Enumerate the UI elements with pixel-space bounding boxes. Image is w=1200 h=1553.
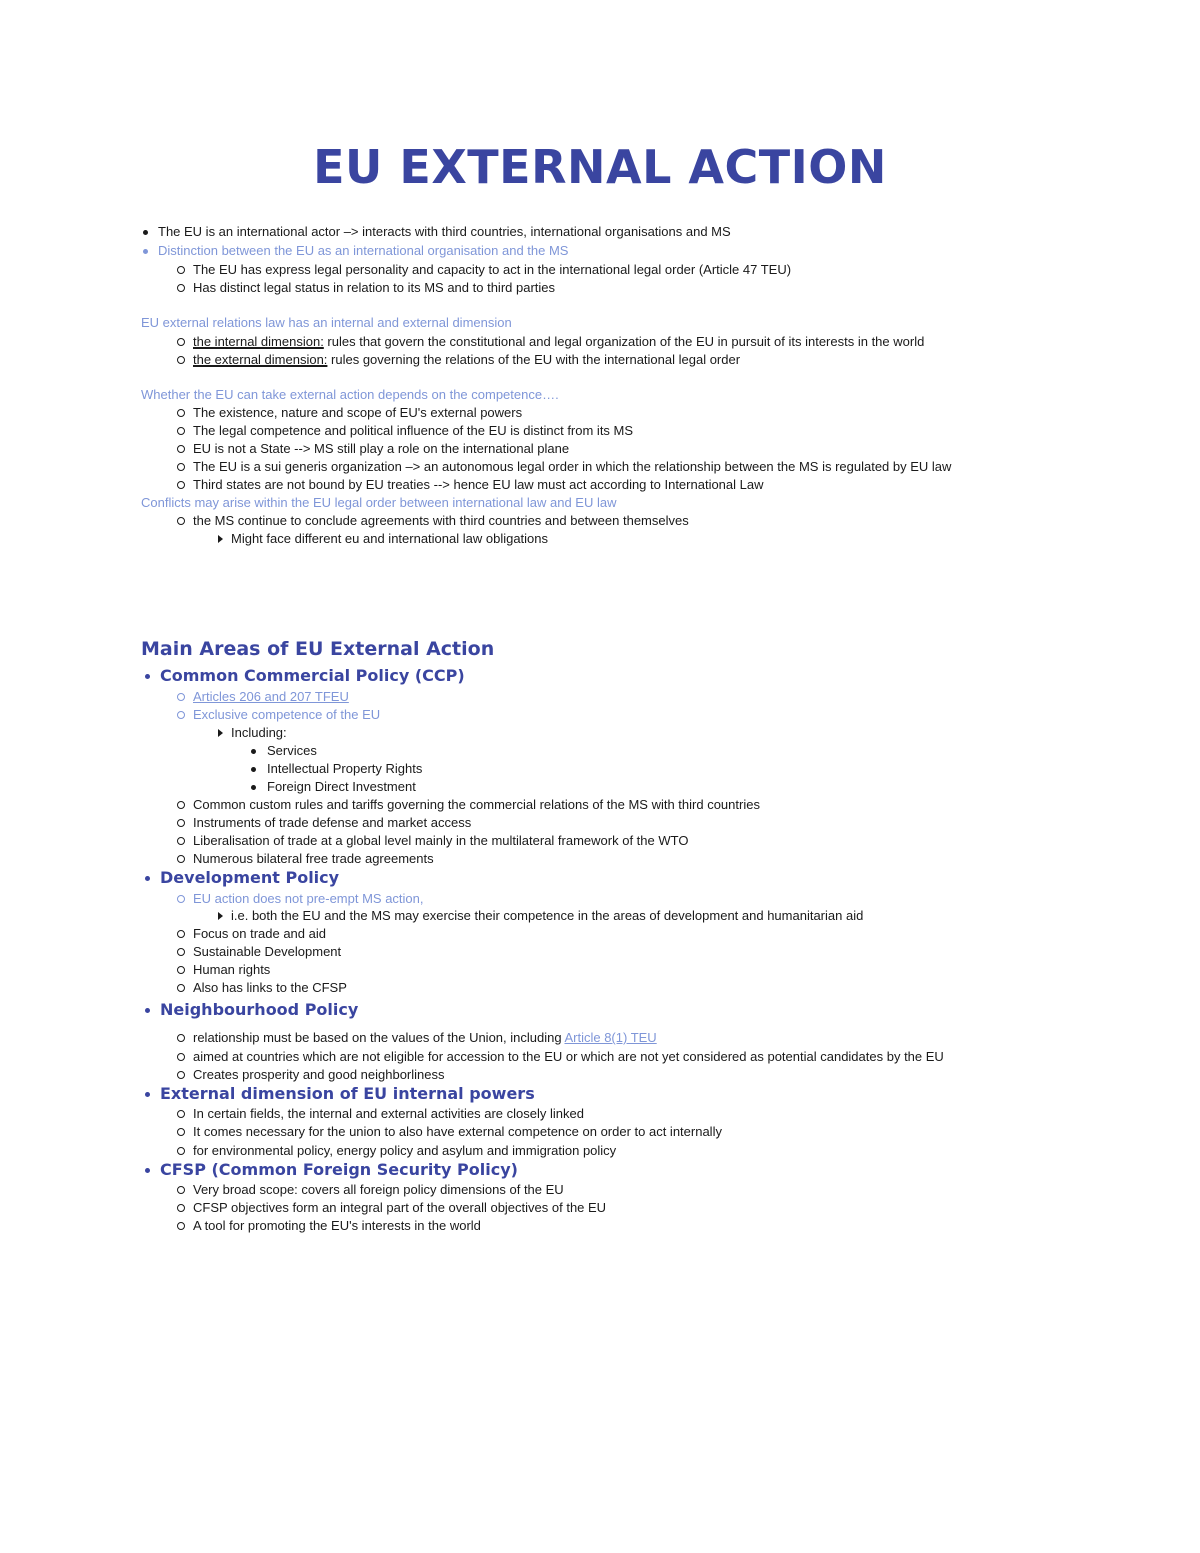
bullet-icon	[251, 785, 256, 790]
list-item: Numerous bilateral free trade agreements	[193, 851, 434, 867]
circle-bullet-icon	[177, 930, 185, 938]
circle-bullet-icon	[177, 284, 185, 292]
circle-bullet-icon	[177, 1222, 185, 1230]
list-item: Focus on trade and aid	[193, 926, 326, 942]
circle-bullet-icon	[177, 693, 185, 701]
circle-bullet-icon	[177, 1128, 185, 1136]
list-item: A tool for promoting the EU's interests in the world	[193, 1218, 481, 1234]
circle-bullet-icon	[177, 1053, 185, 1061]
circle-bullet-icon	[177, 409, 185, 417]
bullet-icon	[143, 230, 148, 235]
list-item: Very broad scope: covers all foreign policy dimensions of the EU	[193, 1182, 564, 1198]
circle-bullet-icon	[177, 966, 185, 974]
section-heading: EU external relations law has an internal and external dimension	[141, 315, 512, 330]
circle-bullet-icon	[177, 1071, 185, 1079]
list-item: Distinction between the EU as an international organisation and the MS	[158, 243, 568, 259]
circle-bullet-icon	[177, 819, 185, 827]
list-item: Common custom rules and tariffs governing the commercial relations of the MS with third countries	[193, 797, 760, 813]
main-areas-title: Main Areas of EU External Action	[141, 638, 495, 660]
list-item: CFSP objectives form an integral part of the overall objectives of the EU	[193, 1200, 606, 1216]
subsection-heading: CFSP (Common Foreign Security Policy)	[160, 1160, 518, 1180]
triangle-bullet-icon	[218, 729, 223, 737]
list-item: The EU is an international actor –> interacts with third countries, international organisations and MS	[158, 224, 731, 240]
article-8-teu-link[interactable]: Article 8(1) TEU	[564, 1030, 657, 1045]
circle-bullet-icon	[177, 1110, 185, 1118]
circle-bullet-icon	[177, 711, 185, 719]
list-item: The EU has express legal personality and capacity to act in the international legal order (Article 47 TEU)	[193, 262, 791, 278]
circle-bullet-icon	[177, 427, 185, 435]
list-item: relationship must be based on the values of the Union, including Article 8(1) TEU	[193, 1030, 657, 1046]
list-item: the external dimension: rules governing the relations of the EU with the international legal order	[193, 352, 740, 368]
list-item: Liberalisation of trade at a global level mainly in the multilateral framework of the WTO	[193, 833, 688, 849]
subsection-heading: Development Policy	[160, 868, 339, 888]
bullet-icon	[145, 876, 150, 881]
list-item: In certain fields, the internal and external activities are closely linked	[193, 1106, 584, 1122]
circle-bullet-icon	[177, 1186, 185, 1194]
list-item: Has distinct legal status in relation to its MS and to third parties	[193, 280, 555, 296]
section-heading: Whether the EU can take external action depends on the competence….	[141, 387, 559, 402]
term-internal-dimension: the internal dimension:	[193, 334, 324, 349]
subsection-heading: Neighbourhood Policy	[160, 1000, 358, 1020]
list-item: the MS continue to conclude agreements with third countries and between themselves	[193, 513, 689, 529]
list-item: Intellectual Property Rights	[267, 761, 422, 777]
list-item: The legal competence and political influence of the EU is distinct from its MS	[193, 423, 633, 439]
list-item: Including:	[231, 725, 287, 741]
list-item: Sustainable Development	[193, 944, 341, 960]
list-item: the internal dimension: rules that govern the constitutional and legal organization of the EU in pursuit of its interests in the world	[193, 334, 924, 350]
circle-bullet-icon	[177, 984, 185, 992]
bullet-icon	[145, 1008, 150, 1013]
list-item: The existence, nature and scope of EU's external powers	[193, 405, 522, 421]
list-item	[193, 689, 349, 705]
subsection-heading: Common Commercial Policy (CCP)	[160, 666, 465, 686]
circle-bullet-icon	[177, 1034, 185, 1042]
bullet-icon	[145, 674, 150, 679]
list-item: Might face different eu and international law obligations	[231, 531, 548, 547]
circle-bullet-icon	[177, 356, 185, 364]
circle-bullet-icon	[177, 895, 185, 903]
list-item: i.e. both the EU and the MS may exercise their competence in the areas of development and humanitarian aid	[231, 908, 863, 924]
list-item: Also has links to the CFSP	[193, 980, 347, 996]
list-item: EU action does not pre-empt MS action,	[193, 891, 424, 907]
circle-bullet-icon	[177, 517, 185, 525]
list-item: Instruments of trade defense and market access	[193, 815, 471, 831]
circle-bullet-icon	[177, 1147, 185, 1155]
bullet-icon	[251, 749, 256, 754]
circle-bullet-icon	[177, 266, 185, 274]
list-item: Human rights	[193, 962, 270, 978]
bullet-icon	[145, 1168, 150, 1173]
triangle-bullet-icon	[218, 535, 223, 543]
circle-bullet-icon	[177, 948, 185, 956]
section-heading: Conflicts may arise within the EU legal order between international law and EU law	[141, 495, 617, 510]
circle-bullet-icon	[177, 445, 185, 453]
circle-bullet-icon	[177, 1204, 185, 1212]
bullet-icon	[145, 1092, 150, 1097]
list-item: It comes necessary for the union to also have external competence on order to act internally	[193, 1124, 722, 1140]
list-item: for environmental policy, energy policy and asylum and immigration policy	[193, 1143, 616, 1159]
list-item: Services	[267, 743, 317, 759]
list-item: Third states are not bound by EU treaties --> hence EU law must act according to International Law	[193, 477, 764, 493]
circle-bullet-icon	[177, 837, 185, 845]
list-item: EU is not a State --> MS still play a role on the international plane	[193, 441, 569, 457]
circle-bullet-icon	[177, 338, 185, 346]
document-title: EU EXTERNAL ACTION	[313, 140, 887, 194]
term-external-dimension: the external dimension:	[193, 352, 328, 367]
list-item: The EU is a sui generis organization –> an autonomous legal order in which the relationship between the MS is regulated by EU law	[193, 459, 951, 475]
bullet-icon	[251, 767, 256, 772]
circle-bullet-icon	[177, 855, 185, 863]
bullet-icon	[143, 249, 148, 254]
triangle-bullet-icon	[218, 912, 223, 920]
circle-bullet-icon	[177, 801, 185, 809]
list-item: aimed at countries which are not eligible for accession to the EU or which are not yet considered as potential candidates by the EU	[193, 1049, 944, 1065]
circle-bullet-icon	[177, 463, 185, 471]
subsection-heading: External dimension of EU internal powers	[160, 1084, 535, 1104]
circle-bullet-icon	[177, 481, 185, 489]
list-item: Creates prosperity and good neighborliness	[193, 1067, 445, 1083]
list-item: Exclusive competence of the EU	[193, 707, 380, 723]
articles-206-207-link[interactable]: Articles 206 and 207 TFEU	[193, 689, 349, 704]
list-item: Foreign Direct Investment	[267, 779, 416, 795]
